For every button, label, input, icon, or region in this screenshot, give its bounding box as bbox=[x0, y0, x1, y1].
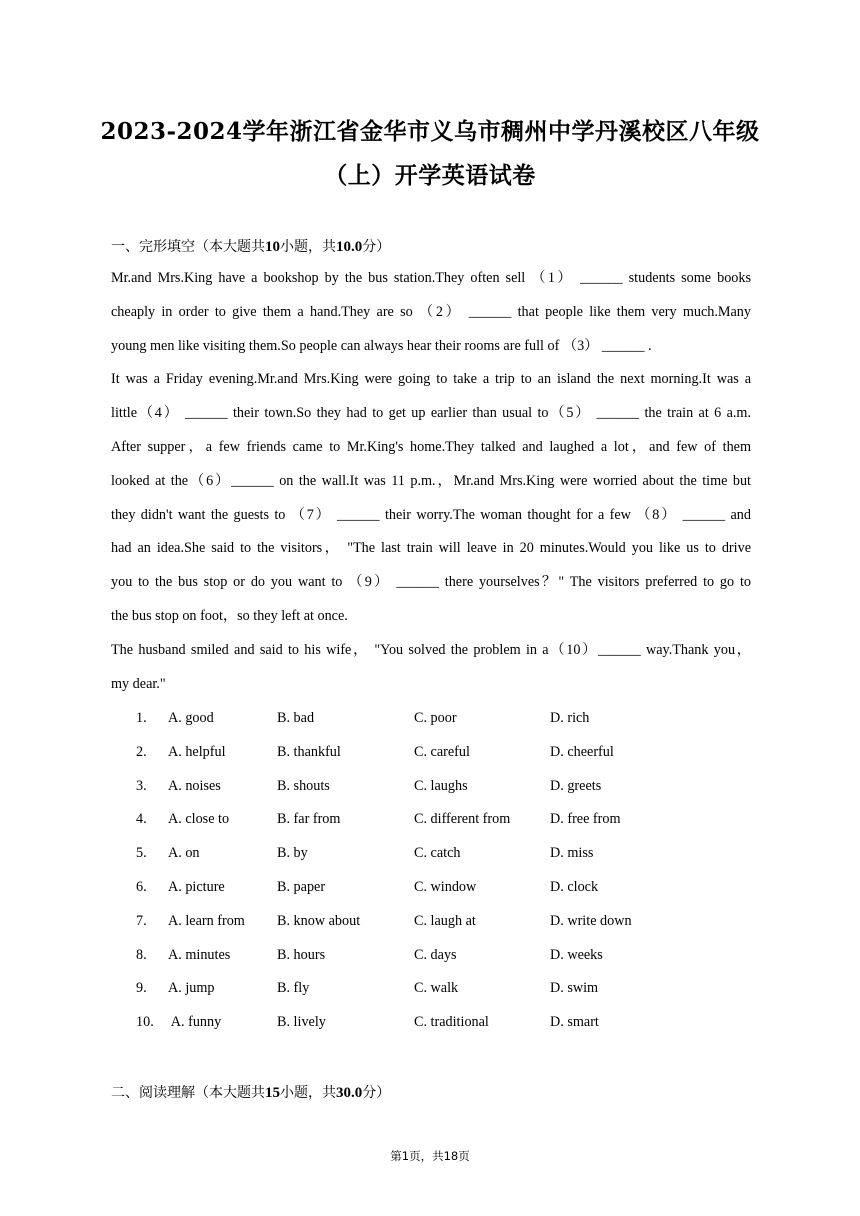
option-c: C. laughs bbox=[414, 777, 468, 794]
option-d: D. rich bbox=[550, 710, 590, 726]
option-d: D. free from bbox=[550, 811, 621, 828]
passage-line: After supper，a few friends came to Mr.King's home.They talked and laughed a lot，and few of them bbox=[111, 438, 751, 455]
question-number: 2. bbox=[136, 743, 147, 760]
section-1-heading: 一、完形填空（本大题共10小题，共10.0分） bbox=[111, 239, 391, 255]
option-d: D. clock bbox=[550, 878, 599, 895]
option-row bbox=[111, 736, 751, 770]
option-b: B. thankful bbox=[277, 743, 341, 760]
exam-title-line-1: 2023-2024学年浙江省金华市义乌市稠州中学丹溪校区八年级 bbox=[100, 118, 760, 145]
passage-line: young men like visiting them.So people can always hear their rooms are full of （3） ______ . bbox=[111, 337, 652, 354]
passage-line: The husband smiled and said to his wife， "You solved the problem in a（10）______ way.Thank you， bbox=[111, 641, 751, 658]
option-b: B. know about bbox=[277, 912, 361, 929]
option-b: B. shouts bbox=[277, 777, 330, 794]
passage-line: they didn't want the guests to （7） ______ their worry.The woman thought for a few （8） ______ and bbox=[111, 506, 751, 523]
option-d: D. greets bbox=[550, 777, 602, 794]
option-b: B. far from bbox=[277, 811, 341, 828]
option-d: D. miss bbox=[550, 845, 594, 862]
answer-options bbox=[111, 702, 751, 1040]
passage-line: looked at the（6）______ on the wall.It was 11 p.m.，Mr.and Mrs.King were worried about the time but bbox=[111, 472, 751, 489]
option-d: D. swim bbox=[550, 980, 599, 997]
question-number: 6. bbox=[136, 878, 147, 895]
question-number: 8. bbox=[136, 946, 147, 963]
option-c: C. careful bbox=[414, 743, 470, 760]
option-c: C. laugh at bbox=[414, 912, 476, 929]
option-c: C. traditional bbox=[414, 1014, 489, 1031]
option-d: D. cheerful bbox=[550, 743, 614, 760]
question-number: 4. bbox=[136, 811, 147, 828]
passage-line: you to the bus stop or do you want to （9） ______ there yourselves？" The visitors preferred to go to bbox=[111, 574, 751, 591]
option-row bbox=[111, 939, 751, 973]
option-b: B. paper bbox=[277, 878, 326, 895]
option-a: A. picture bbox=[168, 878, 225, 895]
question-number: 3. bbox=[136, 777, 147, 794]
option-c: C. different from bbox=[414, 811, 511, 828]
option-d: D. weeks bbox=[550, 946, 603, 963]
question-number: 1. bbox=[136, 710, 147, 726]
option-d: D. smart bbox=[550, 1014, 599, 1031]
option-c: C. window bbox=[414, 878, 477, 895]
option-b: B. by bbox=[277, 845, 308, 862]
option-a: A. close to bbox=[168, 811, 230, 828]
option-b: B. bad bbox=[277, 710, 315, 726]
option-a: A. noises bbox=[168, 777, 221, 794]
option-a: A. helpful bbox=[168, 743, 226, 760]
question-number: 9. bbox=[136, 980, 147, 997]
option-c: C. days bbox=[414, 946, 457, 963]
section-2-heading: 二、阅读理解（本大题共15小题，共30.0分） bbox=[111, 1085, 391, 1101]
option-a: A. jump bbox=[168, 980, 215, 997]
page-footer: 第1页，共18页 bbox=[390, 1149, 470, 1163]
exam-title-line-2: （上）开学英语试卷 bbox=[324, 162, 536, 189]
option-a: A. good bbox=[168, 710, 214, 726]
option-a: A. on bbox=[168, 845, 200, 862]
option-c: C. walk bbox=[414, 980, 459, 997]
option-row bbox=[111, 972, 751, 1006]
option-d: D. write down bbox=[550, 912, 632, 929]
passage-line: my dear." bbox=[111, 675, 166, 692]
option-c: C. catch bbox=[414, 845, 461, 862]
option-row bbox=[111, 803, 751, 837]
cloze-passage bbox=[111, 262, 751, 701]
passage-line: cheaply in order to give them a hand.They are so （2） ______ that people like them very much.Many bbox=[111, 303, 751, 320]
option-a: A. minutes bbox=[168, 946, 231, 963]
option-row bbox=[111, 702, 751, 736]
option-b: B. lively bbox=[277, 1014, 326, 1031]
option-row bbox=[111, 871, 751, 905]
question-number: 7. bbox=[136, 912, 147, 929]
option-row bbox=[111, 905, 751, 939]
option-row bbox=[111, 770, 751, 804]
option-row bbox=[111, 1006, 751, 1040]
option-b: B. hours bbox=[277, 946, 326, 963]
question-number: 10. bbox=[136, 1014, 154, 1031]
option-a: A. funny bbox=[168, 1014, 222, 1031]
question-number: 5. bbox=[136, 845, 147, 862]
passage-line: It was a Friday evening.Mr.and Mrs.King were going to take a trip to an island the next morning.It was a bbox=[111, 371, 751, 388]
option-row bbox=[111, 837, 751, 871]
option-a: A. learn from bbox=[168, 912, 245, 929]
passage-line: the bus stop on foot，so they left at once. bbox=[111, 607, 348, 624]
passage-line: little（4） ______ their town.So they had to get up earlier than usual to（5） ______ the train at 6 a.m. bbox=[111, 405, 751, 422]
option-b: B. fly bbox=[277, 980, 310, 997]
passage-line: Mr.and Mrs.King have a bookshop by the bus station.They often sell （1） ______ students some books bbox=[111, 270, 751, 286]
option-c: C. poor bbox=[414, 710, 457, 726]
passage-line: had an idea.She said to the visitors， "The last train will leave in 20 minutes.Would you like us to drive bbox=[111, 540, 751, 557]
